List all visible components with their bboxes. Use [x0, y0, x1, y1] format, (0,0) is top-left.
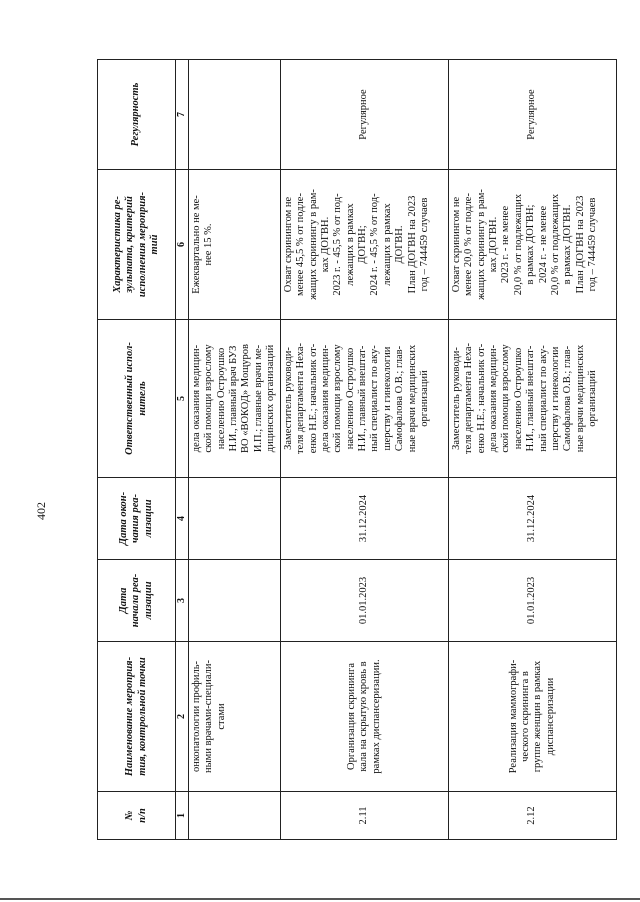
- cell-start-date: [188, 560, 280, 642]
- cell-result: Ежеквартально не ме- нее 15 %.: [188, 170, 280, 320]
- rotated-table-wrapper: [97, 60, 617, 840]
- cell-end-date: [188, 478, 280, 560]
- page-number: 402: [34, 502, 48, 520]
- cell-responsible: Заместитель руководи- теля департамента Неха- енко Н.Е.; начальник от- дела оказания медицин- ской помощи взрослому населению Остроушко Н.И., главный внештат- ный специалист по аку- шерству и гинекологии Самофалова О.В.; глав- ные врачи медицинских организаций: [280, 320, 448, 478]
- column-number: 7: [176, 60, 189, 170]
- header-row: [98, 60, 176, 840]
- cell-result: Охват скринингом не менее 45,5 % от подле- жащих скринингу в рам- ках ДОГВН. 2023 г. - 45,5 % от под- лежащих в рамках ДОГВН; 2024 г. - 45,5 % от под- лежащих в рамках ДОГВН. План ДОГВН на 2023 год – 744459 случаев: [280, 170, 448, 320]
- header-responsible: Ответственный испол- нитель: [98, 320, 176, 478]
- cell-number: 2.12: [448, 792, 616, 840]
- table-row: [188, 60, 280, 840]
- header-start-date: Дата начала реа- лизации: [98, 560, 176, 642]
- cell-number: [188, 792, 280, 840]
- column-number-row: [176, 60, 189, 840]
- cell-start-date: 01.01.2023: [280, 560, 448, 642]
- cell-regularity: Регулярное: [280, 60, 448, 170]
- header-number: № п/п: [98, 792, 176, 840]
- cell-start-date: 01.01.2023: [448, 560, 616, 642]
- cell-name: онкопатологии профиль- ными врачами-специали- стами: [188, 642, 280, 792]
- column-number: 2: [176, 642, 189, 792]
- cell-number: 2.11: [280, 792, 448, 840]
- column-number: 4: [176, 478, 189, 560]
- cell-responsible: дела оказания медицин- ской помощи взрослому населению Остроушко Н.И., главный врач БУЗ ВО «ВОКОД» Мощуров И.П.; главные врачи ме- дицинских организаций: [188, 320, 280, 478]
- cell-end-date: 31.12.2024: [448, 478, 616, 560]
- header-regularity: Регулярность: [98, 60, 176, 170]
- column-number: 3: [176, 560, 189, 642]
- bottom-divider: [0, 898, 640, 900]
- measures-table: [97, 59, 617, 840]
- column-number: 5: [176, 320, 189, 478]
- table-row: [448, 60, 616, 840]
- header-name: Наименование мероприя- тия, контрольной точки: [98, 642, 176, 792]
- cell-end-date: 31.12.2024: [280, 478, 448, 560]
- header-result: Характеристика ре- зультата, критерий исполнения мероприя- тий: [98, 170, 176, 320]
- cell-name: Организация скрининга кала на скрытую кровь в рамках диспансеризации.: [280, 642, 448, 792]
- cell-result: Охват скринингом не менее 20,0 % от подле- жащих скринингу в рам- ках ДОГВН. 2023 г. - не менее 20,0 % от подлежащих в рамках ДОГВН; 2024 г. - не менее 20,0 % от подлежащих в рамках ДОГВН. План ДОГВН на 2023 год – 744459 случаев: [448, 170, 616, 320]
- table-row: [280, 60, 448, 840]
- column-number: 1: [176, 792, 189, 840]
- header-end-date: Дата окон- чания реа- лизации: [98, 478, 176, 560]
- cell-regularity: [188, 60, 280, 170]
- cell-responsible: Заместитель руководи- теля департамента Неха- енко Н.Е.; начальник от- дела оказания медицин- ской помощи взрослому населению Остроушко Н.И., главный внештат- ный специалист по аку- шерству и гинекологии Самофалова О.В.; глав- ные врачи медицинских организаций: [448, 320, 616, 478]
- cell-name: Реализация маммографи- ческого скрининга в группе женщин в рамках диспансеризации: [448, 642, 616, 792]
- column-number: 6: [176, 170, 189, 320]
- cell-regularity: Регулярное: [448, 60, 616, 170]
